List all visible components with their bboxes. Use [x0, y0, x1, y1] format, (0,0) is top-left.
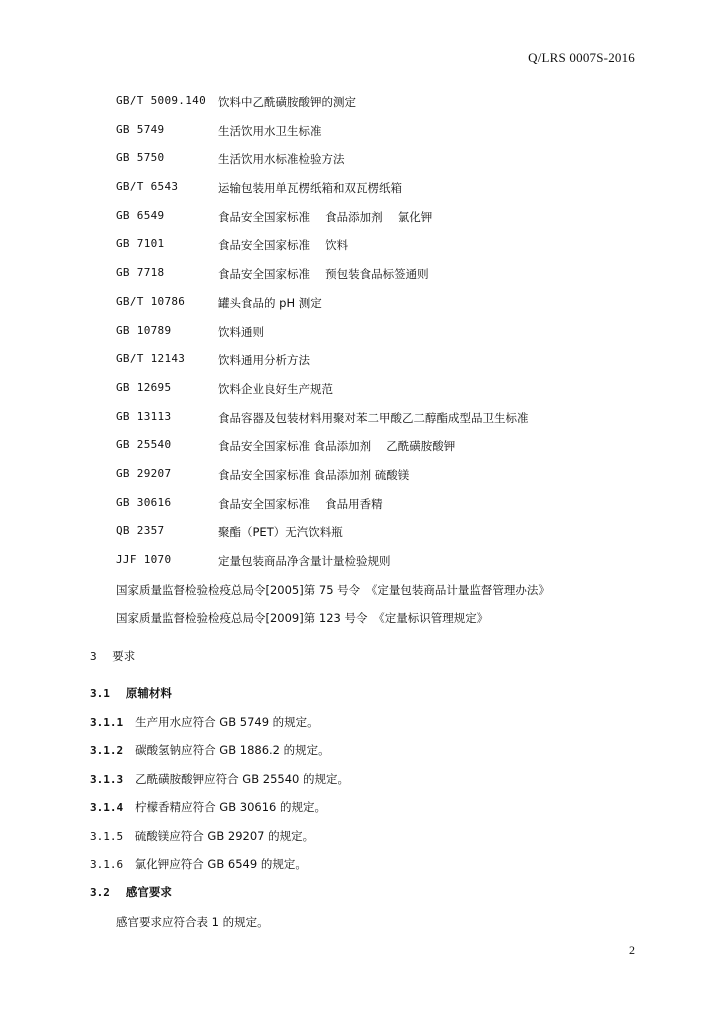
reference-code: GB 12695	[116, 380, 172, 394]
reference-row	[116, 209, 550, 238]
clause-text: 碳酸氢钠应符合 GB 1886.2 的规定。	[135, 743, 330, 757]
reference-code: GB 30616	[116, 495, 172, 509]
clause-3-1-2	[90, 742, 330, 758]
clause-3-1-3	[90, 771, 349, 787]
reference-title: 生活饮用水卫生标准	[218, 123, 322, 138]
reference-row	[116, 295, 550, 324]
reference-title: 食品安全国家标准 预包装食品标签通则	[218, 267, 429, 282]
reference-title: 食品安全国家标准 食品添加剂 硫酸镁	[218, 467, 410, 482]
reference-title: 定量包装商品净含量计量检验规则	[218, 554, 391, 568]
section-number: 3.1	[90, 687, 110, 700]
reference-row	[116, 381, 550, 410]
section-title: 要求	[112, 649, 136, 663]
reference-title: 饮料企业良好生产规范	[218, 381, 333, 396]
reference-row	[116, 553, 550, 582]
reference-title: 罐头食品的 pH 测定	[218, 295, 322, 310]
reference-title: 饮料中乙酰磺胺酸钾的测定	[218, 95, 356, 109]
clause-3-1-6	[90, 856, 307, 872]
reference-row	[116, 438, 550, 467]
reference-code: JJF 1070	[116, 553, 172, 566]
reference-code: GB 6549	[116, 208, 165, 222]
reference-code: GB 7101	[116, 237, 165, 251]
reference-title: 食品容器及包装材料用聚对苯二甲酸乙二醇酯成型品卫生标准	[218, 410, 529, 425]
reference-title: 食品安全国家标准 食品用香精	[218, 496, 383, 511]
reference-code: GB 10789	[116, 323, 172, 337]
section-number: 3.2	[90, 886, 110, 899]
reference-row	[116, 180, 550, 209]
reference-row	[116, 94, 550, 123]
clause-3-1-1	[90, 714, 319, 730]
reference-title: 运输包装用单瓦楞纸箱和双瓦楞纸箱	[218, 181, 402, 196]
reference-row	[116, 151, 550, 180]
reference-code: GB 13113	[116, 409, 172, 423]
clause-number: 3.1.4	[90, 801, 124, 814]
reference-code: QB 2357	[116, 524, 165, 538]
reference-row	[116, 237, 550, 266]
reference-code: GB 5749	[116, 122, 165, 136]
reference-row	[116, 266, 550, 295]
clause-text: 氯化钾应符合 GB 6549 的规定。	[134, 857, 307, 871]
reference-row	[116, 410, 550, 439]
reference-row	[116, 123, 550, 152]
reference-code: GB 25540	[116, 438, 172, 452]
clause-text: 柠檬香精应符合 GB 30616 的规定。	[135, 800, 326, 814]
clause-3-1-4	[90, 799, 326, 815]
reference-row	[116, 324, 550, 353]
reference-row	[116, 467, 550, 496]
page-number: 2	[629, 943, 635, 957]
reference-code: GB 29207	[116, 466, 172, 480]
reference-title: 饮料通则	[218, 324, 264, 339]
section-heading-3	[90, 648, 135, 664]
section-title: 感官要求	[125, 885, 172, 899]
clause-text: 生产用水应符合 GB 5749 的规定。	[135, 715, 319, 729]
reference-code: GB/T 12143	[116, 352, 186, 366]
section-number: 3	[90, 650, 97, 663]
reference-title: 食品安全国家标准 食品添加剂 氯化钾	[218, 209, 433, 224]
clause-number: 3.1.6	[90, 858, 124, 871]
reference-title: 食品安全国家标准 食品添加剂 乙酰磺胺酸钾	[218, 439, 456, 454]
reference-code: GB/T 5009.140	[116, 94, 206, 107]
regulation-row: 国家质量监督检验检疫总局令[2009]第 123 号令 《定量标识管理规定》	[116, 611, 489, 626]
clause-text: 乙酰磺胺酸钾应符合 GB 25540 的规定。	[135, 772, 349, 786]
sensory-requirement-text: 感官要求应符合表 1 的规定。	[116, 915, 269, 929]
reference-title: 饮料通用分析方法	[218, 353, 310, 368]
reference-row	[116, 524, 550, 553]
reference-row	[116, 352, 550, 381]
clause-number: 3.1.5	[90, 830, 124, 843]
reference-title: 食品安全国家标准 饮料	[218, 238, 349, 253]
clause-number: 3.1.1	[90, 716, 124, 729]
reference-row	[116, 496, 550, 525]
clause-text: 硫酸镁应符合 GB 29207 的规定。	[134, 829, 315, 843]
regulation-row: 国家质量监督检验检疫总局令[2005]第 75 号令 《定量包装商品计量监督管理办法》	[116, 582, 550, 597]
clause-number: 3.1.2	[90, 744, 124, 757]
reference-code: GB 5750	[116, 151, 165, 165]
section-heading-3-2	[90, 884, 172, 900]
reference-title: 生活饮用水标准检验方法	[218, 152, 345, 167]
reference-title: 聚酯（PET）无汽饮料瓶	[218, 525, 343, 540]
section-title: 原辅材料	[125, 686, 172, 700]
clause-3-1-5	[90, 828, 314, 844]
reference-code: GB/T 6543	[116, 180, 179, 194]
reference-code: GB/T 10786	[116, 294, 186, 308]
reference-code: GB 7718	[116, 266, 165, 280]
document-code-header: Q/LRS 0007S-2016	[528, 50, 635, 65]
clause-number: 3.1.3	[90, 773, 124, 786]
section-heading-3-1	[90, 685, 172, 701]
normative-references-list	[116, 94, 550, 639]
